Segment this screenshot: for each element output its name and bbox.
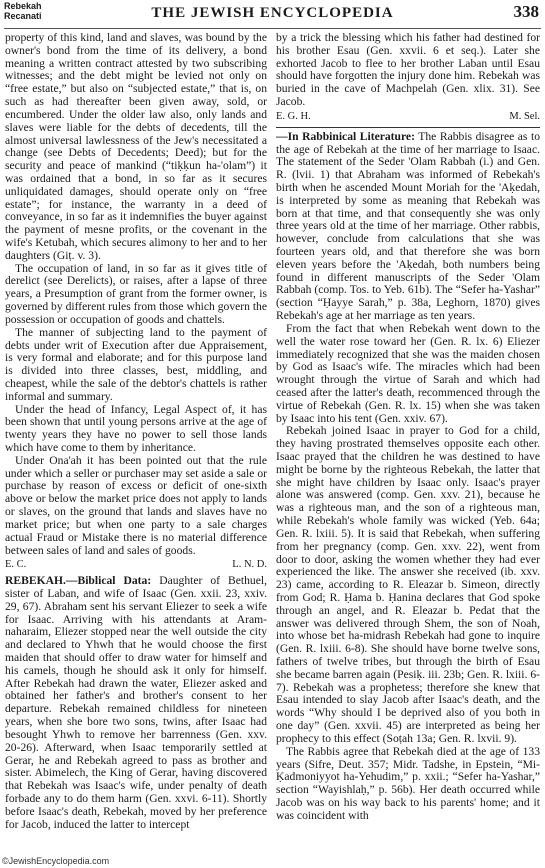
journal-title: THE JEWISH ENCYCLOPEDIA (151, 5, 394, 21)
entry-paragraph (5, 575, 267, 831)
signature-right: M. Sel. (509, 110, 540, 122)
section-heading: —In Rabbinical Literature: (276, 129, 415, 143)
entry-heading: REBEKAH.—Biblical Data: (5, 574, 152, 588)
paragraph: Rebekah joined Isaac in prayer to God for a child, they having prostrated themselves opposite each other. Isaac prayed that the children he was destined to have might be borne by the righteous Rebekah, the latter that she might have children by Isaac only. Isaac's prayer alone was answered (comp. Gen. xxv. 21), because he was a righteous man, and the son of a righteous man, while Rebekah's whole family was wicked (Yeb. 64a; Gen. R. lxiii. 5). It is said that Rebekah, when suffering from her pregnancy (comp. Gen. xxv. 22), went from door to door, asking the women whether they had ever experienced the like. The answer she received (ib. xxv. 23) came, according to R. Eleazar b. Simeon, directly from God; R. Ḥama b. Ḥanina declares that God spoke through an angel, and R. Eleazar b. Pedat that the answer was delivered through Shem, the son of Noah, into whose bet ha-midrash Rebekah had gone to inquire (Gen. R. lxiii. 6-8). She should have borne twelve sons, fathers of twelve tribes, but through the birth of Esau she became barren again (Pesiḳ. iii. 23b; Gen. R. lxiii. 6-7). Rebekah was a prophetess; therefore she knew that Esau intended to slay Jacob after Isaac's death, and the words “Why should I be deprived also of you both in one day” (Gen. xxvii. 45) are interpreted as being her prophecy to this effect (Soṭah 13a; Gen. R. lxvii. 9). (276, 424, 540, 745)
section-text: The Rabbis disagree as to the age of Rebekah at the time of her marriage to Isaac. The statement of the Seder 'Olam Rabbah (i.) and Gen. R. (lvii. 1) that Abraham was informed of Rebekah's birth when he ascended Mount Moriah for the 'Aḳedah, is interpreted by some as meaning that Rebekah was born at that time, and that consequently she was only three years old at the time of her marriage. Other rabbis, however, conclude from calculations that she was fourteen years old, and that therefore she was born eleven years before the 'Aḳedah, both numbers being found in different manuscripts of the Seder 'Olam Rabbah (comp. Tos. to Yeb. 61b). The “Sefer ha-Yashar” (section “Ḥayye Sarah,” p. 38a, Leghorn, 1870) gives Rebekah's age at her marriage as ten years. (276, 129, 540, 323)
left-column (5, 32, 267, 852)
paragraph: property of this kind, land and slaves, was bound by the owner's bond from the time of its delivery, a bond meaning a written contract attested by two subscribing witnesses; and the debt might be levied not only on “free estate,” but also on “subjected estate,” that is, on such as had thereafter been given away, sold, or encumbered. Under the older law also, only lands and slaves were liable for the debts of decedents, till the almost universal lawlessness of the Jew's necessitated a change (see Debts of Decedents; Deed); but for the security and peace of mankind (“tiḳḳun ha-'olam”) it was ordained that a bond, in so far as it secures unliquidated damages, should operate only on “free estate”; for instance, the warranty in a deed of conveyance, in so far as it indemnifies the buyer against the payment of mesne profits, or the covenant in the wife's Ketubah, which secures alimony to her and to her daughters (Giṭ. v. 3). (5, 32, 267, 262)
page-number: 338 (513, 2, 539, 21)
signature-left: E. C. (5, 559, 27, 571)
section-paragraph (276, 131, 540, 323)
article-signature (5, 559, 267, 572)
running-head-top: Rebekah (4, 1, 42, 11)
paragraph: The manner of subjecting land to the payment of debts under writ of Execution after due Appraisement, is very formal and elaborate; and for this purpose land is divided into three classes, best, middling, and cheapest, while the sale of the debtor's chattels is rather informal and summary. (5, 325, 267, 403)
paragraph: From the fact that when Rebekah went down to the well the water rose toward her (Gen. R. lx. 6) Eliezer immediately recognized that she was the maiden chosen by God as Isaac's wife. The miracles which had been wrought through the virtue of Sarah and which had ceased after the latter's death, recommenced through the virtue of Rebekah (Gen. R. lx. 15) when she was taken by Isaac into his tent (Gen. xxiv. 67). (276, 321, 540, 425)
signature-right: L. N. D. (232, 559, 267, 571)
page-header (4, 0, 541, 29)
paragraph: The Rabbis agree that Rebekah died at the age of 133 years (Sifre, Deut. 357; Midr. Tadshe, in Epstein, “Mi-Ḳadmoniyyot ha-Yehudim,” p. xxii.; “Sefer ha-Yashar,” section “Wayishlaḥ,” p. 56b). Her death occurred while Jacob was on his way back to his parents' home; and it was coincident with (276, 744, 540, 822)
entry-text: Daughter of Bethuel, sister of Laban, and wife of Isaac (Gen. xxii. 23, xxiv. 29, 67). Abraham sent his servant Eliezer to seek a wife for Isaac. Arriving with his attendants at Aram-naharaim, Eliezer stopped near the well outside the city and declared to Yhwh that he would choose the first maiden that should offer to draw water for himself and his camels, though he should ask it only for himself. After Rebekah had drawn the water, Eliezer asked and obtained her father's and brother's consent to her departure. Rebekah remained childless for nineteen years, when she bore two sons, twins, after Isaac had besought Yhwh to remove her barrenness (Gen. xxv. 20-26). Afterward, when Isaac temporarily settled at Gerar, he and Rebekah agreed to pass as brother and sister. Abimelech, the King of Gerar, having discovered that Rebekah was Isaac's wife, under penalty of death forbade any to do them harm (Gen. xxvi. 6-11). Shortly before Isaac's death, Rebekah, moved by her preference for Jacob, induced the latter to intercept (5, 574, 267, 831)
section-divider (276, 127, 540, 128)
running-head-bottom: Recanati (4, 11, 42, 21)
article-signature (276, 111, 540, 124)
paragraph: by a trick the blessing which his father had destined for his brother Esau (Gen. xxvii. 6 et seq.). Later she exhorted Jacob to flee to her brother Laban until Esau should have forgotten the injury done him. Rebekah was buried in the cave of Machpelah (Gen. xlix. 31). See Jacob. (276, 32, 540, 109)
right-column (276, 32, 540, 852)
paragraph: Under Ona'ah it has been pointed out that the rule under which a seller or purchaser may set aside a sale or purchase by reason of excess or deficit of one-sixth above or below the market price does not apply to lands or slaves, on the ground that lands and slaves have no market price; but when one party to a sale charges actual Fraud or Mistake there is no material difference between sales of land and sales of goods. (5, 453, 267, 557)
paragraph: Under the head of Infancy, Legal Aspect of, it has been shown that until young persons arrive at the age of twenty years they have no power to sell those lands which have come to them by inheritance. (5, 402, 267, 454)
footer-credit: ©JewishEncyclopedia.com (2, 856, 110, 866)
paragraph: The occupation of land, in so far as it gives title of derelict (see Derelicts), or raises, after a lapse of three years, a Presumption of grant from the former owner, is governed by different rules from those which govern the possession or occupation of goods and chattels. (5, 261, 267, 326)
signature-left: E. G. H. (276, 110, 311, 122)
